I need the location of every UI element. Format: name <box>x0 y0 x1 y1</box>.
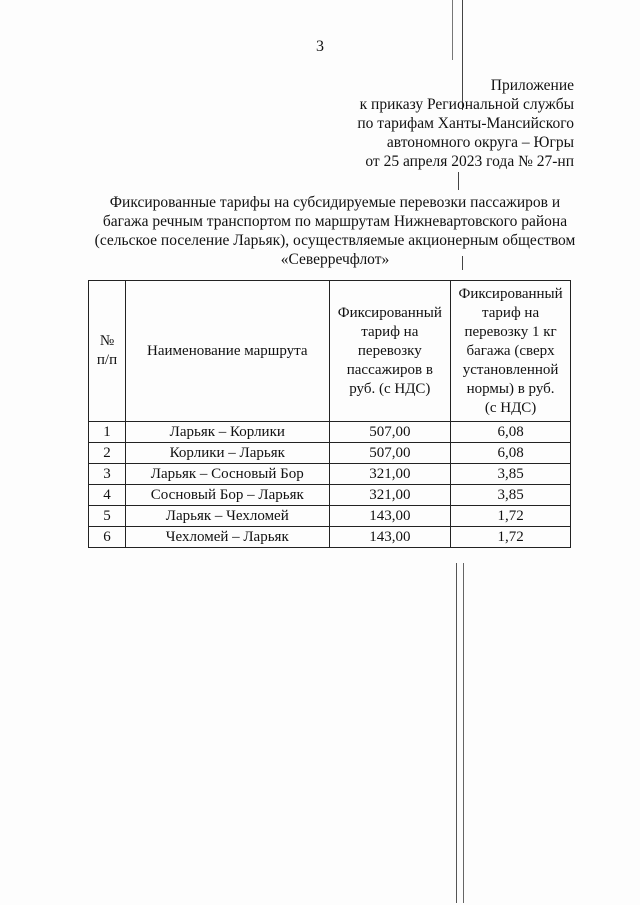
appendix-line: автономного округа – Югры <box>386 134 574 151</box>
cell-baggage-tariff: 6,08 <box>451 443 571 464</box>
title-line: багажа речным транспортом по маршрутам Нижневартовского района <box>102 213 568 230</box>
cell-baggage-tariff: 3,85 <box>451 464 571 485</box>
cell-route: Ларьяк – Чехломей <box>126 506 329 527</box>
header-line: нормы) в руб. <box>466 380 555 397</box>
cell-baggage-tariff: 6,08 <box>451 422 571 443</box>
header-line: (с НДС) <box>484 399 537 416</box>
appendix-line: Приложение <box>490 77 574 94</box>
header-line: установленной <box>462 361 559 378</box>
header-number-line: п/п <box>96 352 118 368</box>
appendix-line: от 25 апреля 2023 года № 27-нп <box>365 153 574 170</box>
cell-route: Чехломей – Ларьяк <box>126 527 329 548</box>
table-row <box>89 506 571 527</box>
table-row <box>89 422 571 443</box>
header-line: перевозку 1 кг <box>464 323 557 340</box>
cell-number: 4 <box>89 485 126 506</box>
table-row <box>89 464 571 485</box>
table-header-row <box>89 281 571 422</box>
cell-passenger-tariff: 321,00 <box>329 464 451 485</box>
cell-baggage-tariff: 1,72 <box>451 506 571 527</box>
cell-passenger-tariff: 507,00 <box>329 443 451 464</box>
tariff-table <box>88 280 571 548</box>
cell-number: 1 <box>89 422 126 443</box>
cell-passenger-tariff: 143,00 <box>329 527 451 548</box>
page-number: 3 <box>316 38 324 55</box>
appendix-line: по тарифам Ханты-Мансийского <box>357 115 574 132</box>
cell-passenger-tariff: 143,00 <box>329 506 451 527</box>
cell-route: Ларьяк – Сосновый Бор <box>126 464 329 485</box>
title-line: (сельское поселение Ларьяк), осуществляемые акционерным обществом <box>94 232 576 249</box>
scan-artifact <box>458 172 459 190</box>
appendix-line: к приказу Региональной службы <box>359 96 574 113</box>
cell-passenger-tariff: 507,00 <box>329 422 451 443</box>
cell-number: 6 <box>89 527 126 548</box>
title-line: Фиксированные тарифы на субсидируемые перевозки пассажиров и <box>109 194 561 211</box>
header-line: багажа (сверх <box>466 342 555 359</box>
cell-baggage-tariff: 1,72 <box>451 527 571 548</box>
table-row <box>89 527 571 548</box>
header-number-line: № <box>99 333 115 349</box>
header-line: тариф на <box>482 304 540 321</box>
appendix-header <box>274 76 574 171</box>
header-passenger-tariff <box>329 281 451 422</box>
header-line: Фиксированный <box>458 285 563 302</box>
cell-route: Сосновый Бор – Ларьяк <box>126 485 329 506</box>
header-number <box>89 281 126 422</box>
cell-baggage-tariff: 3,85 <box>451 485 571 506</box>
header-route: Наименование маршрута <box>126 281 329 422</box>
header-baggage-tariff <box>451 281 571 422</box>
cell-route: Корлики – Ларьяк <box>126 443 329 464</box>
header-line: Фиксированный <box>337 304 442 321</box>
cell-number: 2 <box>89 443 126 464</box>
scan-artifact <box>456 563 457 903</box>
cell-number: 5 <box>89 506 126 527</box>
header-line: тариф на <box>361 323 419 340</box>
cell-route: Ларьяк – Корлики <box>126 422 329 443</box>
header-line: перевозку <box>357 342 422 359</box>
cell-number: 3 <box>89 464 126 485</box>
title-line: «Северречфлот» <box>280 251 390 268</box>
header-line: руб. (с НДС) <box>349 380 431 397</box>
cell-passenger-tariff: 321,00 <box>329 485 451 506</box>
document-title <box>80 193 590 269</box>
scan-artifact <box>463 563 464 903</box>
table-row <box>89 485 571 506</box>
header-line: пассажиров в <box>346 361 433 378</box>
table-row <box>89 443 571 464</box>
